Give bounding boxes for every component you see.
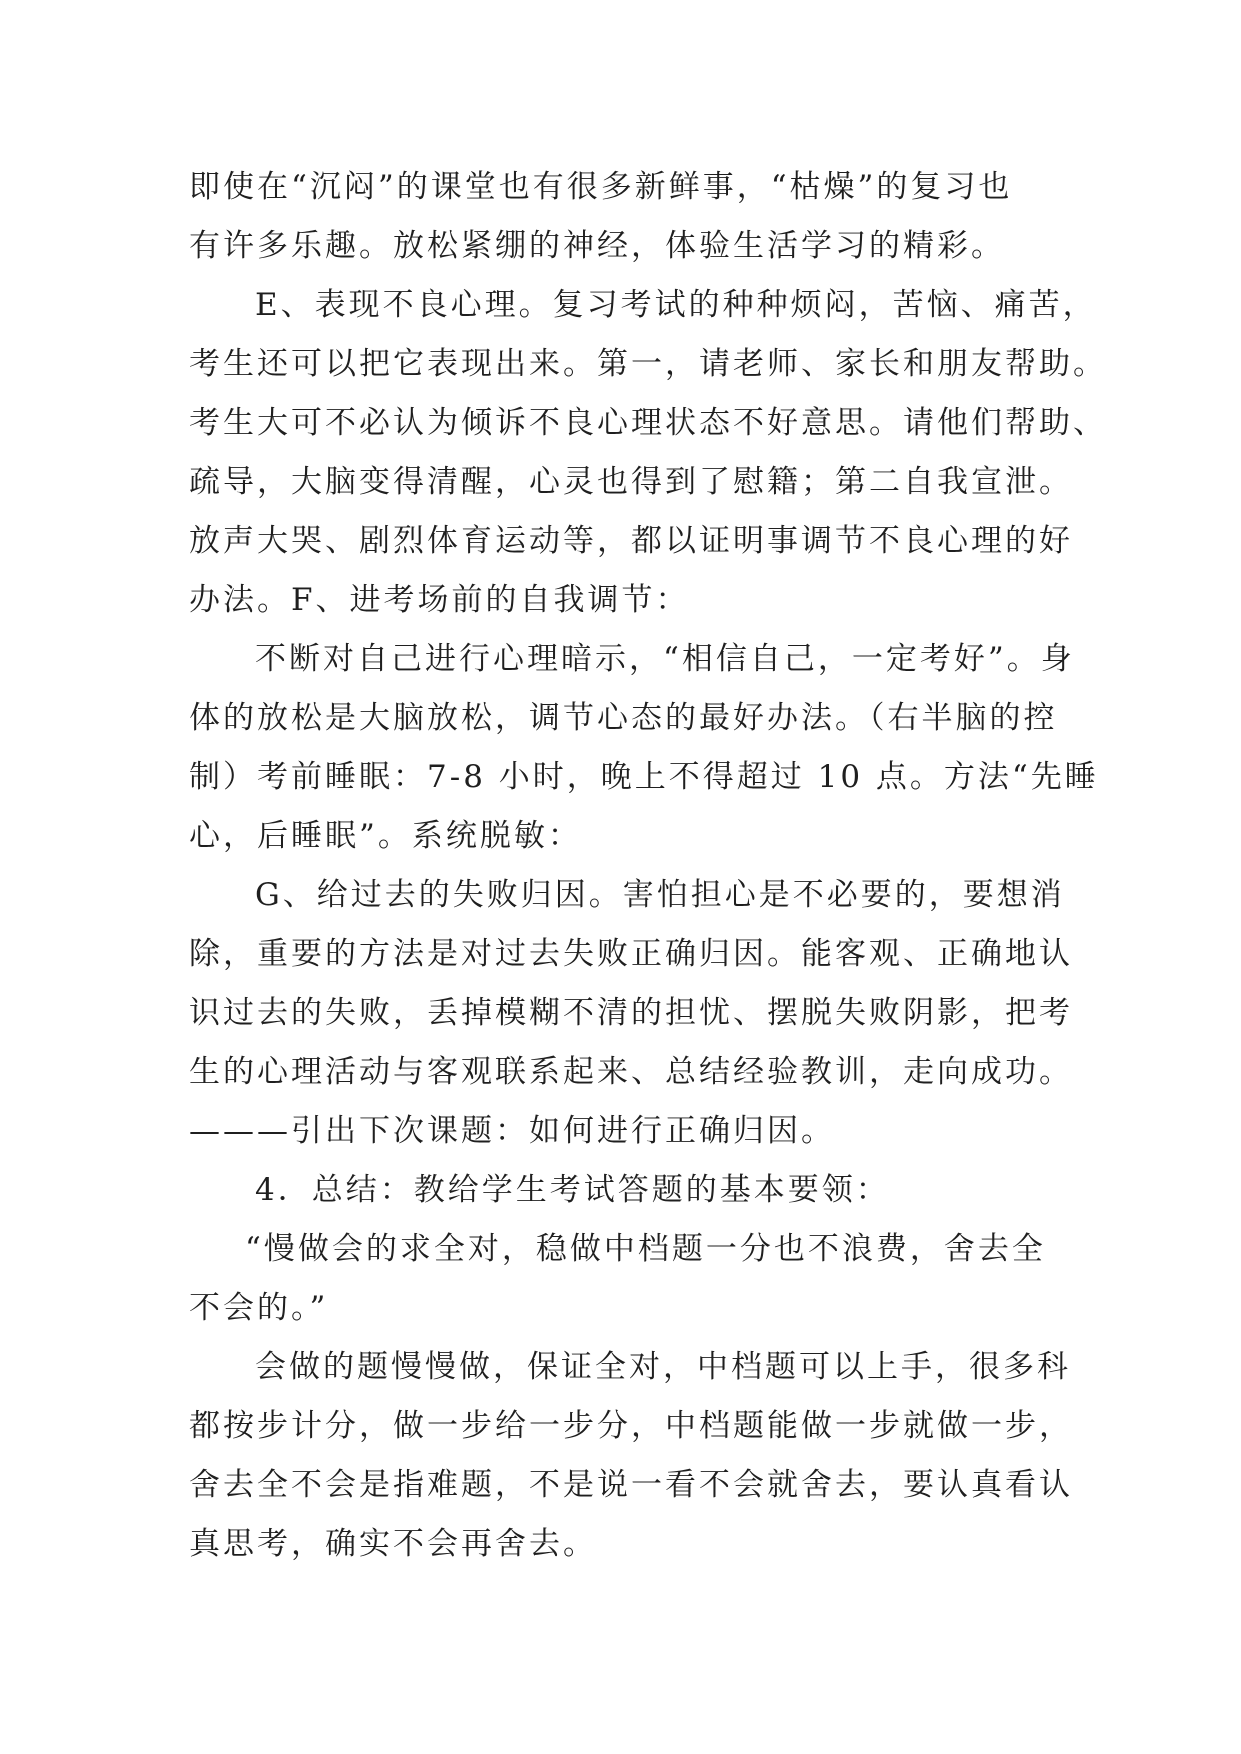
text-line: 考生大可不必认为倾诉不良心理状态不好意思。请他们帮助、 (189, 405, 1107, 441)
text-line: E、表现不良心理。复习考试的种种烦闷，苦恼、痛苦， (255, 287, 1097, 323)
text-line: 除，重要的方法是对过去失败正确归因。能客观、正确地认 (189, 936, 1073, 972)
text-line: 生的心理活动与客观联系起来、总结经验教训，走向成功。 (189, 1054, 1073, 1090)
text-line: 有许多乐趣。放松紧绷的神经，体验生活学习的精彩。 (189, 228, 1005, 264)
text-line: 疏导，大脑变得清醒，心灵也得到了慰籍；第二自我宣泄。 (189, 464, 1073, 500)
text-line: 都按步计分，做一步给一步分，中档题能做一步就做一步， (189, 1408, 1073, 1444)
text-line: 心，后睡眠”。系统脱敏： (189, 818, 582, 854)
body-text (189, 158, 1107, 1574)
text-line: 舍去全不会是指难题，不是说一看不会就舍去，要认真看认 (189, 1467, 1073, 1503)
text-line: 4．总结：教给学生考试答题的基本要领： (255, 1172, 890, 1208)
text-line: 真思考，确实不会再舍去。 (189, 1526, 597, 1562)
text-line: “慢做会的求全对，稳做中档题一分也不浪费，舍去全 (245, 1231, 1046, 1267)
text-line: 体的放松是大脑放松，调节心态的最好办法。（右半脑的控 (189, 700, 1058, 736)
text-line: 即使在“沉闷”的课堂也有很多新鲜事，“枯燥”的复习也 (189, 169, 1013, 205)
text-line: G、给过去的失败归因。害怕担心是不必要的，要想消 (255, 877, 1065, 913)
text-line: 制）考前睡眠：7-8 小时，晚上不得超过 10 点。方法“先睡 (189, 759, 1099, 795)
text-line: 办法。F、进考场前的自我调节： (189, 582, 690, 618)
text-line: 放声大哭、剧烈体育运动等，都以证明事调节不良心理的好 (189, 523, 1073, 559)
text-line: 识过去的失败，丢掉模糊不清的担忧、摆脱失败阴影，把考 (189, 995, 1073, 1031)
text-line: 会做的题慢慢做，保证全对，中档题可以上手，很多科 (255, 1349, 1071, 1385)
text-line: 考生还可以把它表现出来。第一，请老师、家长和朋友帮助。 (189, 346, 1107, 382)
text-line: 不会的。” (189, 1290, 329, 1326)
text-line: 不断对自己进行心理暗示，“相信自己，一定考好”。身 (255, 641, 1075, 677)
text-line: ———引出下次课题：如何进行正确归因。 (189, 1113, 835, 1149)
